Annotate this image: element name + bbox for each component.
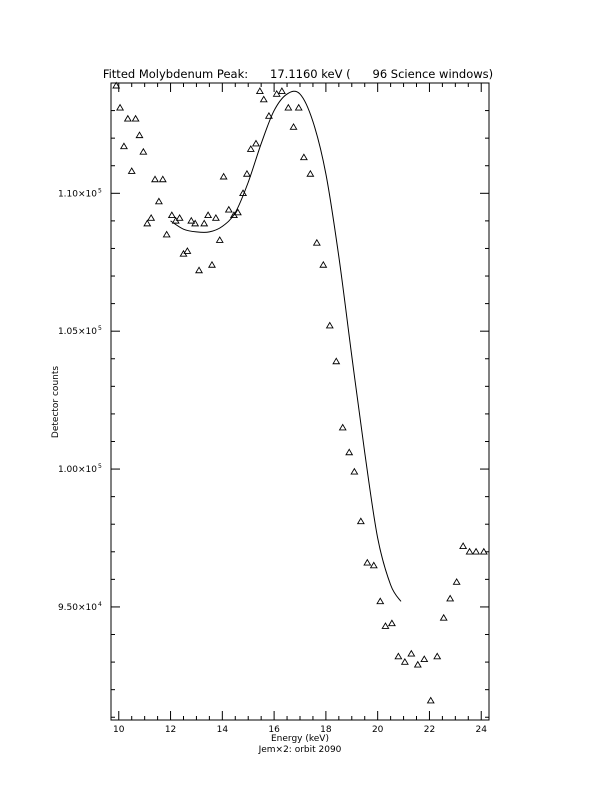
data-point: [440, 615, 446, 620]
y-tick-label-exponent: 5: [98, 187, 102, 195]
x-tick-label: 24: [475, 725, 487, 735]
data-point: [125, 116, 131, 121]
x-tick-label: 14: [216, 725, 229, 735]
y-tick-label-exponent: 5: [98, 325, 102, 333]
data-point: [434, 653, 440, 658]
data-point: [140, 149, 146, 154]
data-point: [395, 653, 401, 658]
data-point: [163, 231, 169, 236]
data-points: [113, 83, 487, 703]
y-axis-ticks: [111, 83, 489, 717]
x-tick-label: 10: [113, 725, 125, 735]
data-point: [402, 659, 408, 664]
y-tick-label: 9.50×10: [57, 602, 97, 613]
data-point: [314, 240, 320, 245]
data-point: [428, 697, 434, 702]
data-point: [220, 174, 226, 179]
data-point: [226, 207, 232, 212]
data-point: [296, 105, 302, 110]
data-point: [473, 549, 479, 554]
data-point: [160, 176, 166, 181]
y-tick-label-exponent: 5: [98, 463, 102, 471]
data-point: [205, 212, 211, 217]
chart-title: Fitted Molybdenum Peak: 17.1160 keV ( 96 Science windows): [102, 67, 494, 81]
x-tick-label: 20: [371, 725, 384, 735]
data-point: [213, 215, 219, 220]
x-tick-label: 18: [320, 725, 332, 735]
data-point: [136, 132, 142, 137]
data-point: [121, 143, 127, 148]
data-point: [408, 651, 414, 656]
data-point: [261, 96, 267, 101]
data-point: [129, 168, 135, 173]
data-point: [266, 113, 272, 118]
data-point: [460, 543, 466, 548]
data-point: [257, 88, 263, 93]
data-point: [117, 105, 123, 110]
data-point: [279, 88, 285, 93]
data-point: [320, 262, 326, 267]
data-point: [333, 358, 339, 363]
data-point: [466, 549, 472, 554]
data-point: [196, 267, 202, 272]
data-point: [415, 662, 421, 667]
data-point: [377, 598, 383, 603]
data-point: [253, 140, 259, 145]
data-point: [290, 124, 296, 129]
data-point: [184, 248, 190, 253]
data-point: [248, 146, 254, 151]
fit-curve: [171, 91, 401, 601]
y-tick-label: 1.10×10: [57, 189, 97, 200]
data-point: [244, 171, 250, 176]
data-point: [217, 237, 223, 242]
data-point: [176, 215, 182, 220]
data-point: [156, 198, 162, 203]
y-tick-label: 1.00×10: [57, 465, 97, 476]
x-tick-label: 22: [423, 725, 436, 735]
x-tick-label: 16: [268, 725, 280, 735]
data-point: [132, 116, 138, 121]
data-point: [421, 656, 427, 661]
data-point: [285, 105, 291, 110]
data-point: [201, 220, 207, 225]
data-point: [327, 322, 333, 327]
chart-subtitle: Jem×2: orbit 2090: [258, 745, 342, 755]
data-point: [152, 176, 158, 181]
data-point: [453, 579, 459, 584]
x-axis-label: Energy (keV): [271, 734, 329, 744]
data-point: [169, 212, 175, 217]
data-point: [447, 595, 453, 600]
data-point: [382, 623, 388, 628]
data-point: [188, 218, 194, 223]
data-point: [358, 518, 364, 523]
x-axis-ticks: [119, 83, 481, 720]
data-point: [144, 220, 150, 225]
y-tick-label: 1.05×10: [57, 327, 97, 338]
y-tick-label-exponent: 4: [98, 600, 102, 608]
data-point: [364, 560, 370, 565]
data-point: [346, 449, 352, 454]
data-point: [209, 262, 215, 267]
data-point: [351, 469, 357, 474]
x-tick-label: 12: [164, 725, 177, 735]
data-point: [301, 154, 307, 159]
plot-frame: [111, 83, 489, 720]
data-point: [307, 171, 313, 176]
y-axis-label: Detector counts: [51, 365, 61, 439]
data-point: [371, 562, 377, 567]
data-point: [148, 215, 154, 220]
data-point: [340, 424, 346, 429]
y-axis-tick-labels: [58, 187, 102, 613]
data-point: [389, 620, 395, 625]
